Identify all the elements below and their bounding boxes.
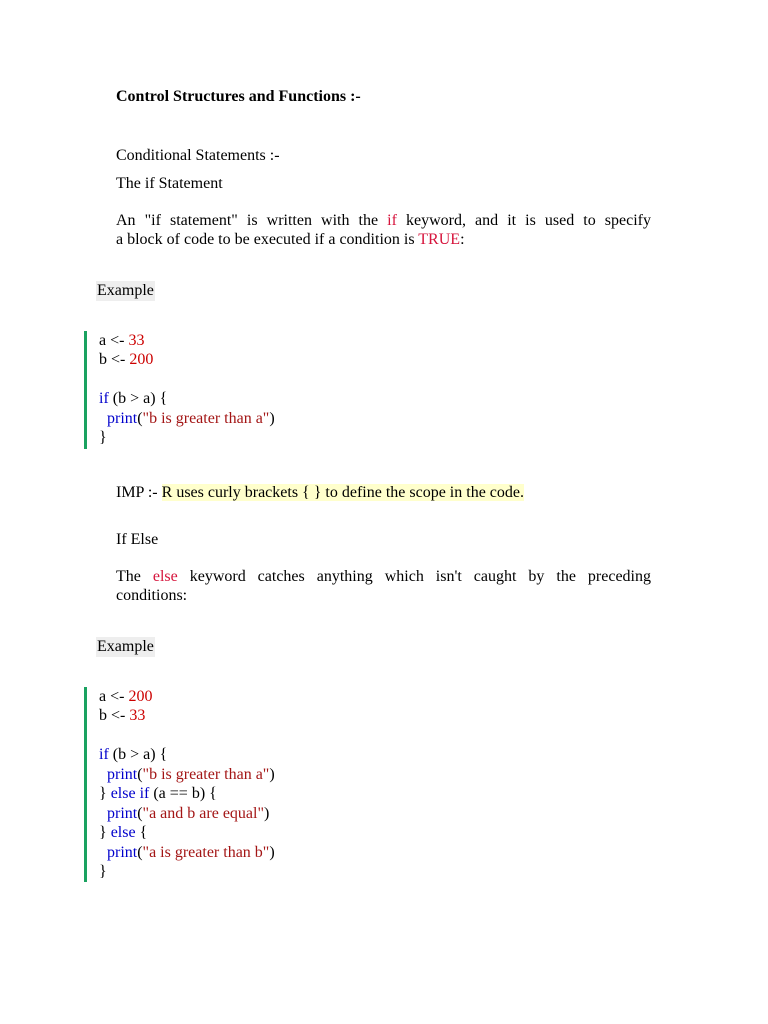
keyword-true-inline: TRUE (418, 231, 461, 248)
keyword-if-inline: if (387, 212, 397, 229)
imp-note (116, 483, 524, 503)
code-keyword: else if (110, 785, 150, 802)
code-keyword: else (110, 824, 136, 841)
code-line (99, 389, 167, 408)
code-text: ( (137, 844, 143, 861)
code-line (99, 409, 275, 428)
code-number: 200 (129, 351, 154, 368)
code-text: ( (137, 805, 143, 822)
if-paragraph (116, 211, 651, 249)
code-string: "a is greater than b" (142, 844, 270, 861)
code-text: ( (137, 410, 143, 427)
if-paragraph-line-2 (116, 230, 651, 249)
example-label-2: Example (97, 638, 154, 655)
code-text: ) (269, 844, 275, 861)
code-text: } (99, 824, 111, 841)
text-span: An "if statement" is written with the (116, 212, 388, 229)
code-line (99, 784, 217, 803)
text-span: : (460, 231, 465, 248)
code-text: } (99, 429, 107, 446)
code-text: b <- (99, 351, 130, 368)
code-function: print (99, 805, 138, 822)
section-heading: Conditional Statements :- (116, 147, 280, 164)
code-keyword: if (99, 746, 109, 763)
code-string: "b is greater than a" (142, 410, 270, 427)
imp-prefix: IMP :- (116, 484, 162, 501)
code-block-1 (84, 331, 275, 449)
code-text: (a == b) { (149, 785, 217, 802)
text-span: keyword, and it is used to specify (396, 212, 652, 229)
code-string: "b is greater than a" (142, 766, 270, 783)
code-string: "a and b are equal" (142, 805, 264, 822)
code-number: 33 (128, 332, 145, 349)
keyword-else-inline: else (152, 568, 178, 585)
code-text: ) (264, 805, 270, 822)
code-text: a <- (99, 688, 129, 705)
code-text: ( (137, 766, 143, 783)
code-text: { (135, 824, 148, 841)
code-line (99, 804, 269, 823)
code-line (99, 823, 147, 842)
code-line (99, 331, 144, 350)
else-paragraph (116, 567, 651, 605)
code-text: ) (269, 410, 275, 427)
code-text: } (99, 785, 111, 802)
code-line (99, 350, 153, 369)
code-line (99, 428, 107, 447)
code-line (99, 843, 275, 862)
code-line (99, 706, 145, 725)
code-line (99, 765, 275, 784)
page-title: Control Structures and Functions :- (116, 88, 361, 105)
text-span: keyword catches anything which isn't caught by the preceding (177, 568, 651, 585)
text-span: a block of code to be executed if a condition is (116, 231, 419, 248)
code-block-2 (84, 687, 275, 882)
code-text: ) (269, 766, 275, 783)
if-paragraph-line-1 (116, 211, 651, 230)
subsection-if-heading: The if Statement (116, 175, 223, 192)
code-text: b <- (99, 707, 130, 724)
code-line (99, 862, 107, 881)
code-text: (b > a) { (108, 390, 168, 407)
code-line (99, 687, 152, 706)
code-function: print (99, 410, 138, 427)
imp-highlight: R uses curly brackets { } to define the scope in the code. (161, 484, 524, 501)
code-number: 33 (129, 707, 146, 724)
code-text: (b > a) { (108, 746, 168, 763)
subsection-else-heading: If Else (116, 531, 159, 548)
else-paragraph-line-2: conditions: (116, 587, 188, 604)
code-number: 200 (128, 688, 153, 705)
text-span: The (116, 568, 153, 585)
code-function: print (99, 844, 138, 861)
else-paragraph-line-1 (116, 567, 651, 586)
code-keyword: if (99, 390, 109, 407)
code-function: print (99, 766, 138, 783)
example-label-1: Example (97, 282, 154, 299)
code-line (99, 745, 167, 764)
code-text: a <- (99, 332, 129, 349)
code-text: } (99, 863, 107, 880)
